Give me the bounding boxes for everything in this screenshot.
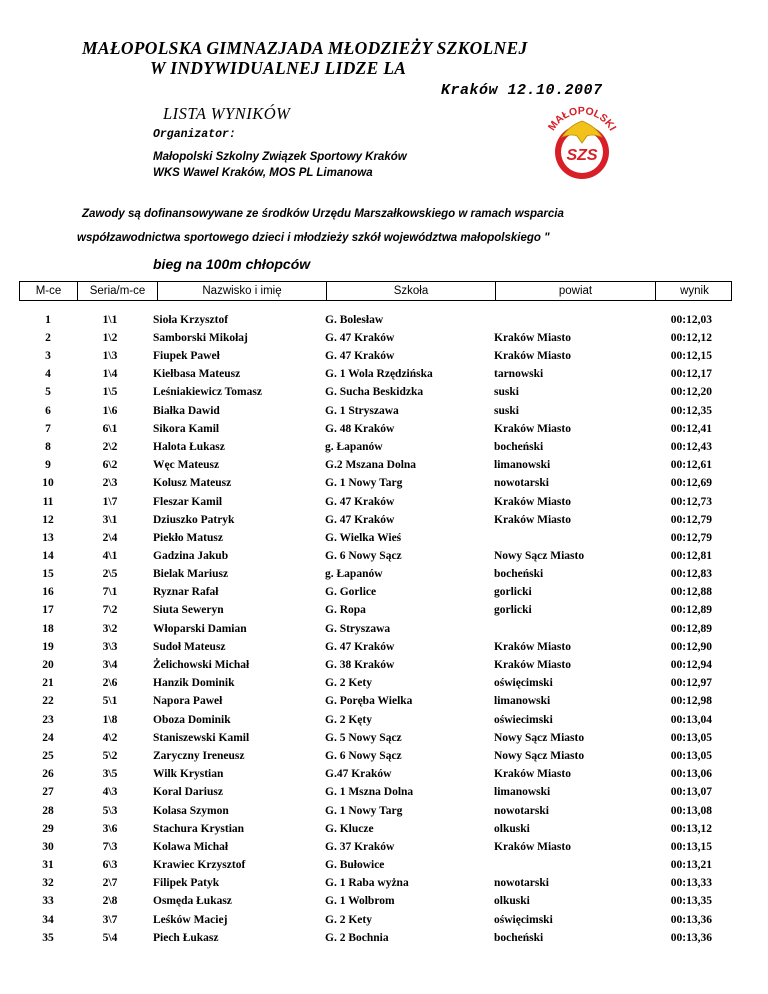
cell-series: 7\2: [102, 604, 118, 616]
cell-series: 1\2: [102, 332, 118, 344]
cell-series: 7\1: [102, 586, 118, 598]
cell-school: G. 1 Mszna Dolna: [325, 786, 414, 798]
cell-school: G. Bułowice: [325, 859, 385, 871]
cell-series: 3\5: [102, 768, 118, 780]
cell-name: Osmęda Łukasz: [153, 895, 232, 907]
cell-school: G. 2 Kety: [325, 914, 372, 926]
table-row: [0, 548, 768, 565]
cell-result: 00:13,36: [670, 932, 712, 944]
cell-name: Piekło Matusz: [153, 532, 223, 544]
cell-county: Kraków Miasto: [494, 514, 571, 526]
cell-result: 00:12,98: [670, 695, 712, 707]
cell-name: Kiełbasa Mateusz: [153, 368, 241, 380]
cell-series: 4\1: [102, 550, 118, 562]
cell-county: Nowy Sącz Miasto: [494, 750, 585, 762]
cell-name: Oboza Dominik: [153, 714, 231, 726]
table-row: [0, 712, 768, 729]
cell-school: G. 6 Nowy Sącz: [325, 550, 402, 562]
table-row: [0, 348, 768, 365]
cell-result: 00:12,94: [670, 659, 712, 671]
cell-place: 16: [42, 586, 54, 598]
cell-county: olkuski: [494, 823, 530, 835]
cell-school: G. Poręba Wielka: [325, 695, 413, 707]
cell-result: 00:12,03: [670, 314, 712, 326]
table-row: [0, 675, 768, 692]
cell-name: Filipek Patyk: [153, 877, 220, 889]
cell-result: 00:13,15: [670, 841, 712, 853]
event-title: bieg na 100m chłopców: [153, 256, 311, 272]
cell-name: Kolasa Szymon: [153, 805, 229, 817]
cell-place: 19: [42, 641, 54, 653]
cell-county: limanowski: [494, 459, 551, 471]
table-row: [0, 893, 768, 910]
table-row: [0, 912, 768, 929]
cell-place: 34: [42, 914, 54, 926]
cell-name: Krawiec Krzysztof: [153, 859, 246, 871]
cell-county: gorlicki: [494, 586, 532, 598]
cell-county: Kraków Miasto: [494, 841, 571, 853]
table-row: [0, 875, 768, 892]
cell-result: 00:13,36: [670, 914, 712, 926]
table-row: [0, 403, 768, 420]
cell-result: 00:13,12: [670, 823, 712, 835]
table-row: [0, 584, 768, 601]
cell-name: Leśków Maciej: [153, 914, 228, 926]
cell-series: 3\1: [102, 514, 118, 526]
cell-place: 13: [42, 532, 54, 544]
cell-name: Gadzina Jakub: [153, 550, 229, 562]
cell-place: 30: [42, 841, 54, 853]
cell-series: 1\8: [102, 714, 118, 726]
table-row: [0, 566, 768, 583]
cell-name: Stachura Krystian: [153, 823, 245, 835]
cell-name: Staniszewski Kamil: [153, 732, 250, 744]
cell-series: 5\1: [102, 695, 118, 707]
cell-county: tarnowski: [494, 368, 544, 380]
cell-result: 00:12,41: [670, 423, 712, 435]
title-line-2: W INDYWIDUALNEJ LIDZE LA: [150, 58, 407, 78]
cell-place: 27: [42, 786, 54, 798]
cell-series: 7\3: [102, 841, 118, 853]
funding-line-1: Zawody są dofinansowywane ze środków Urzędu Marszałkowskiego w ramach wsparcia: [82, 208, 564, 220]
cell-place: 4: [45, 368, 51, 380]
cell-county: bocheński: [494, 441, 544, 453]
table-row: [0, 693, 768, 710]
cell-name: Leśniakiewicz Tomasz: [153, 386, 262, 398]
cell-place: 35: [42, 932, 54, 944]
cell-county: limanowski: [494, 786, 551, 798]
cell-place: 7: [45, 423, 51, 435]
col-header-series: Seria/m-ce: [78, 282, 158, 300]
cell-series: 3\6: [102, 823, 118, 835]
cell-school: G. 1 Wolbrom: [325, 895, 395, 907]
cell-result: 00:13,07: [670, 786, 712, 798]
results-table-header: [19, 281, 732, 301]
col-header-place: M-ce: [20, 282, 78, 300]
cell-result: 00:12,61: [670, 459, 712, 471]
cell-county: nowotarski: [494, 805, 549, 817]
cell-result: 00:13,33: [670, 877, 712, 889]
cell-series: 2\2: [102, 441, 118, 453]
table-row: [0, 657, 768, 674]
cell-name: Włoparski Damian: [153, 623, 247, 635]
cell-county: oświecimski: [494, 714, 553, 726]
place-date: Kraków 12.10.2007: [441, 82, 603, 99]
table-row: [0, 384, 768, 401]
cell-county: suski: [494, 386, 519, 398]
cell-school: G. Stryszawa: [325, 623, 391, 635]
cell-place: 10: [42, 477, 54, 489]
cell-series: 3\3: [102, 641, 118, 653]
cell-place: 29: [42, 823, 54, 835]
cell-result: 00:12,35: [670, 405, 712, 417]
cell-series: 1\7: [102, 496, 118, 508]
cell-place: 23: [42, 714, 54, 726]
cell-place: 3: [45, 350, 51, 362]
cell-name: Fleszar Kamil: [153, 496, 223, 508]
table-row: [0, 439, 768, 456]
cell-school: G. 48 Kraków: [325, 423, 395, 435]
cell-county: Nowy Sącz Miasto: [494, 732, 585, 744]
cell-series: 3\7: [102, 914, 118, 926]
cell-school: G. 6 Nowy Sącz: [325, 750, 402, 762]
cell-county: bocheński: [494, 932, 544, 944]
cell-series: 5\4: [102, 932, 118, 944]
cell-county: bocheński: [494, 568, 544, 580]
cell-series: 4\3: [102, 786, 118, 798]
cell-county: oświęcimski: [494, 677, 553, 689]
table-row: [0, 475, 768, 492]
table-row: [0, 421, 768, 438]
cell-result: 00:12,73: [670, 496, 712, 508]
cell-name: Siuta Seweryn: [153, 604, 224, 616]
cell-county: Kraków Miasto: [494, 496, 571, 508]
cell-series: 2\5: [102, 568, 118, 580]
table-row: [0, 784, 768, 801]
cell-series: 2\6: [102, 677, 118, 689]
cell-result: 00:12,17: [670, 368, 712, 380]
cell-school: G. 47 Kraków: [325, 641, 395, 653]
cell-name: Węc Mateusz: [153, 459, 220, 471]
cell-name: Bielak Mariusz: [153, 568, 229, 580]
cell-school: G. 37 Kraków: [325, 841, 395, 853]
cell-school: G. 2 Kety: [325, 677, 372, 689]
cell-place: 21: [42, 677, 54, 689]
cell-school: G. 1 Raba wyżna: [325, 877, 409, 889]
cell-place: 11: [42, 496, 54, 508]
table-row: [0, 930, 768, 947]
title-line-1: MAŁOPOLSKA GIMNAZJADA MŁODZIEŻY SZKOLNEJ: [82, 38, 528, 58]
cell-series: 2\8: [102, 895, 118, 907]
cell-name: Dziuszko Patryk: [153, 514, 235, 526]
table-row: [0, 766, 768, 783]
cell-name: Ryznar Rafał: [153, 586, 219, 598]
cell-school: G. 1 Nowy Targ: [325, 805, 403, 817]
table-row: [0, 330, 768, 347]
cell-place: 5: [45, 386, 51, 398]
logo-badge-text: SZS: [566, 147, 598, 164]
logo-arc-text: MAŁOPOLSKI: [545, 104, 619, 133]
cell-place: 9: [45, 459, 51, 471]
cell-series: 3\2: [102, 623, 118, 635]
cell-place: 12: [42, 514, 54, 526]
cell-school: G. Bolesław: [325, 314, 384, 326]
cell-series: 5\2: [102, 750, 118, 762]
cell-result: 00:13,35: [670, 895, 712, 907]
cell-county: nowotarski: [494, 877, 549, 889]
cell-result: 00:13,21: [670, 859, 712, 871]
cell-name: Koral Dariusz: [153, 786, 223, 798]
table-row: [0, 366, 768, 383]
cell-name: Halota Łukasz: [153, 441, 225, 453]
cell-series: 3\4: [102, 659, 118, 671]
table-row: [0, 621, 768, 638]
cell-school: g. Łapanów: [325, 568, 383, 580]
organizer-line-2: WKS Wawel Kraków, MOS PL Limanowa: [153, 167, 373, 179]
cell-school: G. 2 Bochnia: [325, 932, 389, 944]
cell-name: Sikora Kamil: [153, 423, 220, 435]
col-header-result: wynik: [680, 285, 709, 297]
cell-series: 4\2: [102, 732, 118, 744]
cell-name: Sioła Krzysztof: [153, 314, 229, 326]
cell-name: Sudoł Mateusz: [153, 641, 226, 653]
cell-result: 00:12,88: [670, 586, 712, 598]
cell-county: Kraków Miasto: [494, 332, 571, 344]
cell-series: 1\6: [102, 405, 118, 417]
table-row: [0, 602, 768, 619]
table-row: [0, 457, 768, 474]
cell-school: G. 47 Kraków: [325, 496, 395, 508]
cell-name: Samborski Mikołaj: [153, 332, 248, 344]
cell-series: 1\3: [102, 350, 118, 362]
cell-school: G. 47 Kraków: [325, 514, 395, 526]
funding-line-2: współzawodnictwa sportowego dzieci i młodzieży szkół województwa małopolskiego ": [77, 232, 550, 244]
col-header-county: powiat: [496, 282, 656, 300]
cell-result: 00:12,43: [670, 441, 712, 453]
cell-school: G.47 Kraków: [325, 768, 392, 780]
organizer-label: Organizator:: [153, 128, 236, 141]
cell-result: 00:13,04: [670, 714, 712, 726]
cell-school: G. 1 Stryszawa: [325, 405, 399, 417]
cell-result: 00:12,15: [670, 350, 712, 362]
cell-series: 1\5: [102, 386, 118, 398]
cell-name: Kolusz Mateusz: [153, 477, 232, 489]
table-row: [0, 821, 768, 838]
cell-place: 17: [42, 604, 54, 616]
cell-school: G. Wielka Wieś: [325, 532, 402, 544]
cell-name: Białka Dawid: [153, 405, 220, 417]
cell-county: Kraków Miasto: [494, 350, 571, 362]
table-row: [0, 748, 768, 765]
cell-result: 00:12,90: [670, 641, 712, 653]
cell-name: Zaryczny Ireneusz: [153, 750, 245, 762]
cell-series: 1\1: [102, 314, 118, 326]
table-row: [0, 639, 768, 656]
cell-school: G. 47 Kraków: [325, 332, 395, 344]
cell-place: 1: [45, 314, 51, 326]
organizer-line-1: Małopolski Szkolny Związek Sportowy Kraków: [153, 151, 407, 163]
cell-result: 00:13,08: [670, 805, 712, 817]
cell-place: 2: [45, 332, 51, 344]
cell-place: 25: [42, 750, 54, 762]
cell-result: 00:12,79: [670, 514, 712, 526]
cell-series: 6\1: [102, 423, 118, 435]
cell-name: Piech Łukasz: [153, 932, 219, 944]
cell-name: Hanzik Dominik: [153, 677, 235, 689]
cell-school: G. 2 Kęty: [325, 714, 372, 726]
cell-series: 2\7: [102, 877, 118, 889]
cell-county: Kraków Miasto: [494, 659, 571, 671]
szs-malopolska-logo: [538, 96, 626, 188]
cell-name: Fiupek Paweł: [153, 350, 220, 362]
cell-place: 22: [42, 695, 54, 707]
cell-result: 00:12,20: [670, 386, 712, 398]
cell-series: 6\3: [102, 859, 118, 871]
cell-place: 33: [42, 895, 54, 907]
cell-place: 24: [42, 732, 54, 744]
cell-school: G. 1 Wola Rzędzińska: [325, 368, 433, 380]
cell-series: 6\2: [102, 459, 118, 471]
cell-result: 00:12,89: [670, 604, 712, 616]
cell-county: Kraków Miasto: [494, 768, 571, 780]
cell-county: limanowski: [494, 695, 551, 707]
cell-name: Napora Paweł: [153, 695, 223, 707]
cell-place: 8: [45, 441, 51, 453]
cell-series: 1\4: [102, 368, 118, 380]
cell-name: Kolawa Michał: [153, 841, 229, 853]
cell-place: 18: [42, 623, 54, 635]
cell-place: 20: [42, 659, 54, 671]
table-row: [0, 730, 768, 747]
cell-place: 28: [42, 805, 54, 817]
cell-school: G. 1 Nowy Targ: [325, 477, 403, 489]
cell-county: olkuski: [494, 895, 530, 907]
cell-result: 00:12,83: [670, 568, 712, 580]
cell-school: G. 38 Kraków: [325, 659, 395, 671]
cell-county: Kraków Miasto: [494, 641, 571, 653]
cell-school: G. 47 Kraków: [325, 350, 395, 362]
cell-series: 5\3: [102, 805, 118, 817]
table-row: [0, 530, 768, 547]
cell-series: 2\3: [102, 477, 118, 489]
cell-name: Żelichowski Michał: [153, 659, 250, 671]
cell-result: 00:12,69: [670, 477, 712, 489]
cell-county: Nowy Sącz Miasto: [494, 550, 585, 562]
cell-result: 00:12,79: [670, 532, 712, 544]
cell-result: 00:12,89: [670, 623, 712, 635]
cell-place: 14: [42, 550, 54, 562]
table-row: [0, 803, 768, 820]
cell-county: oświęcimski: [494, 914, 553, 926]
col-header-school: Szkoła: [326, 282, 496, 300]
cell-school: G.2 Mszana Dolna: [325, 459, 417, 471]
cell-result: 00:12,97: [670, 677, 712, 689]
cell-county: suski: [494, 405, 519, 417]
cell-school: G. Klucze: [325, 823, 374, 835]
cell-county: gorlicki: [494, 604, 532, 616]
cell-result: 00:13,05: [670, 732, 712, 744]
table-row: [0, 839, 768, 856]
table-row: [0, 857, 768, 874]
col-header-name: Nazwisko i imię: [202, 285, 282, 297]
list-title: LISTA WYNIKÓW: [163, 104, 291, 123]
cell-result: 00:12,12: [670, 332, 712, 344]
cell-county: nowotarski: [494, 477, 549, 489]
cell-school: G. Gorlice: [325, 586, 377, 598]
cell-name: Wilk Krystian: [153, 768, 224, 780]
cell-result: 00:13,06: [670, 768, 712, 780]
cell-place: 15: [42, 568, 54, 580]
table-row: [0, 494, 768, 511]
cell-result: 00:13,05: [670, 750, 712, 762]
cell-place: 26: [42, 768, 54, 780]
table-row: [0, 512, 768, 529]
cell-school: G. Sucha Beskidzka: [325, 386, 424, 398]
table-row: [0, 312, 768, 329]
cell-county: Kraków Miasto: [494, 423, 571, 435]
cell-school: G. Ropa: [325, 604, 366, 616]
cell-result: 00:12,81: [670, 550, 712, 562]
cell-place: 32: [42, 877, 54, 889]
cell-school: G. 5 Nowy Sącz: [325, 732, 402, 744]
cell-place: 31: [42, 859, 54, 871]
cell-series: 2\4: [102, 532, 118, 544]
cell-school: g. Łapanów: [325, 441, 383, 453]
cell-place: 6: [45, 405, 51, 417]
